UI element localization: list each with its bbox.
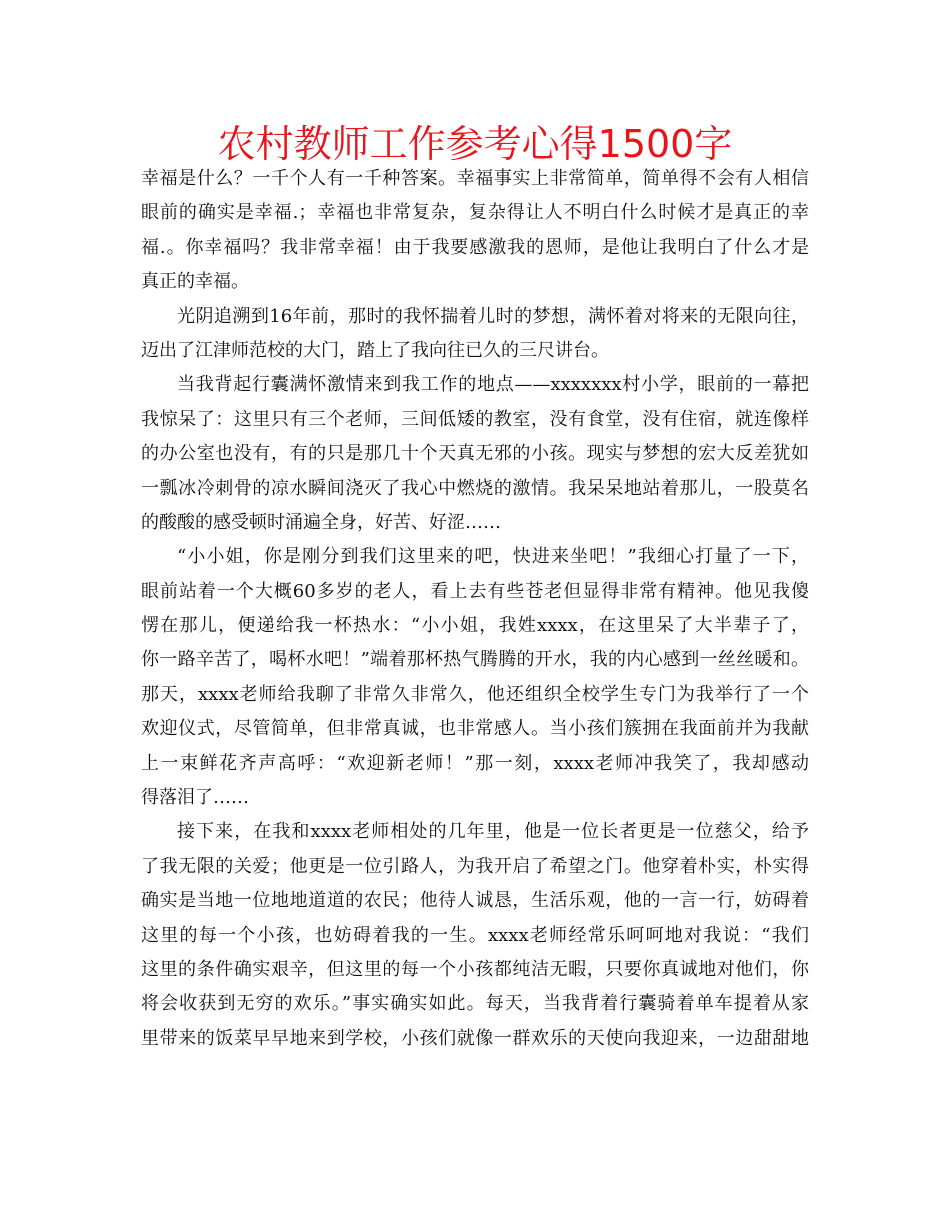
text-line: 福.。你幸福吗？我非常幸福！由于我要感激我的恩师，是他让我明白了什么才是 <box>141 236 809 258</box>
text-line: 真正的幸福。 <box>141 271 249 293</box>
text-line: 这里的条件确实艰辛，但这里的每一个小孩都纯洁无暇，只要你真诚地对他们，你 <box>141 958 809 980</box>
text-line: 眼前的确实是幸福.；幸福也非常复杂，复杂得让人不明白什么时候才是真正的幸 <box>141 202 809 224</box>
text-line: 眼前站着一个大概60多岁的老人，看上去有些苍老但显得非常有精神。他见我傻 <box>141 580 809 602</box>
text-line: 接下来，在我和xxxx老师相处的几年里，他是一位长者更是一位慈父，给予 <box>177 821 809 843</box>
text-line: 那天，xxxx老师给我聊了非常久非常久，他还组织全校学生专门为我举行了一个 <box>141 683 809 705</box>
text-line: 你一路辛苦了，喝杯水吧！”端着那杯热气腾腾的开水，我的内心感到一丝丝暖和。 <box>141 649 809 671</box>
text-line: 幸福是什么？一千个人有一千种答案。幸福事实上非常简单，简单得不会有人相信 <box>141 168 809 189</box>
text-line: 得落泪了…… <box>141 787 249 809</box>
paragraph-1 <box>141 162 809 300</box>
paragraph-4 <box>141 540 809 815</box>
text-line: 将会收获到无穷的欢乐。”事实确实如此。每天，当我背着行囊骑着单车提着从家 <box>141 993 809 1015</box>
text-line: 光阴追溯到16年前，那时的我怀揣着儿时的梦想，满怀着对将来的无限向往， <box>177 305 809 327</box>
paragraph-5 <box>141 815 809 1056</box>
text-line: 一瓢冰冷刺骨的凉水瞬间浇灭了我心中燃烧的激情。我呆呆地站着那儿，一股莫名 <box>141 477 809 499</box>
text-line: 了我无限的关爱；他更是一位引路人，为我开启了希望之门。他穿着朴实，朴实得 <box>141 855 809 877</box>
document-title: 农村教师工作参考心得1500字 <box>217 122 733 166</box>
text-line: 上一束鲜花齐声高呼：“欢迎新老师！”那一刻，xxxx老师冲我笑了，我却感动 <box>141 752 809 774</box>
text-line: “小小姐，你是刚分到我们这里来的吧，快进来坐吧！”我细心打量了一下， <box>177 546 809 568</box>
text-line: 确实是当地一位地地道道的农民；他待人诚恳，生活乐观，他的一言一行，妨碍着 <box>141 890 809 912</box>
text-line: 愣在那儿，便递给我一杯热水：“小小姐，我姓xxxx，在这里呆了大半辈子了， <box>141 615 809 637</box>
text-line: 欢迎仪式，尽管简单，但非常真诚，也非常感人。当小孩们簇拥在我面前并为我献 <box>141 718 809 740</box>
document-body <box>141 162 809 1056</box>
text-line: 的酸酸的感受顿时涌遍全身，好苦、好涩…… <box>141 511 501 533</box>
text-line: 里带来的饭菜早早地来到学校，小孩们就像一群欢乐的天使向我迎来，一边甜甜地 <box>141 1027 809 1049</box>
text-line: 的办公室也没有，有的只是那几十个天真无邪的小孩。现实与梦想的宏大反差犹如 <box>141 443 809 465</box>
paragraph-3 <box>141 368 809 540</box>
text-line: 我惊呆了：这里只有三个老师，三间低矮的教室，没有食堂，没有住宿，就连像样 <box>141 408 809 430</box>
text-line: 当我背起行囊满怀激情来到我工作的地点——xxxxxxx村小学，眼前的一幕把 <box>177 374 809 396</box>
text-line: 这里的每一个小孩，也妨碍着我的一生。xxxx老师经常乐呵呵地对我说：“我们 <box>141 924 809 946</box>
text-line: 迈出了江津师范校的大门，踏上了我向往已久的三尺讲台。 <box>141 339 609 361</box>
paragraph-2 <box>141 300 809 369</box>
